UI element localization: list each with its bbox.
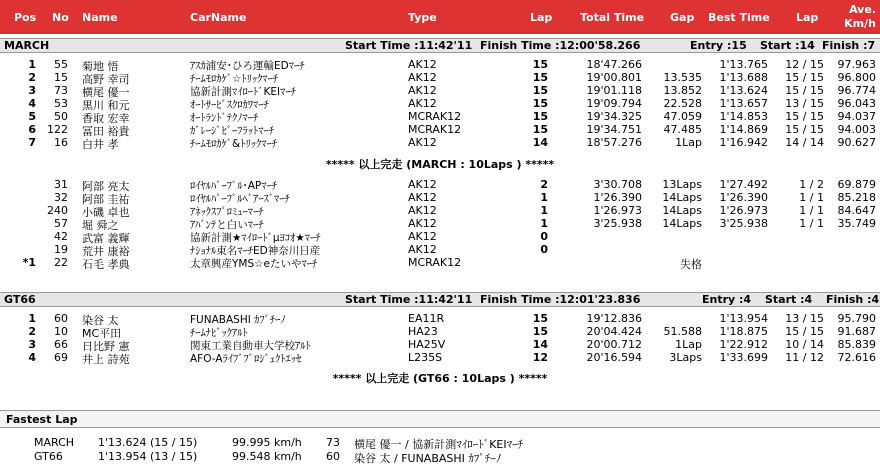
result-row — [0, 191, 880, 204]
number-cell: 73 — [54, 84, 68, 97]
type-cell: AK12 — [408, 217, 437, 230]
laps-cell: 15 — [532, 58, 548, 71]
total-time-cell: 19'00.801 — [586, 71, 642, 84]
number-cell: 122 — [47, 123, 68, 136]
total-time-cell: 20'00.712 — [586, 338, 642, 351]
total-time-cell: 3'30.708 — [593, 178, 642, 191]
laps-cell: 1 — [540, 191, 548, 204]
gap-cell: 22.528 — [663, 97, 702, 110]
fastest-lap-bar — [0, 410, 880, 428]
laps-cell: 15 — [532, 312, 548, 325]
fl-speed: 99.995 km/h — [232, 436, 302, 449]
type-cell: MCRAK12 — [408, 256, 462, 269]
fl-class: MARCH — [34, 436, 75, 449]
best-time-cell: 1'13.954 — [719, 312, 768, 325]
type-cell: AK12 — [408, 204, 437, 217]
gap-cell: 1Lap — [675, 338, 702, 351]
number-cell: 50 — [54, 110, 68, 123]
car-name-cell: AFO-Aﾗｲﾌﾞﾌﾟﾛｼﾞｪｸﾄｴｯｾ — [190, 353, 302, 365]
pos-cell: 7 — [28, 136, 36, 149]
result-row — [0, 325, 880, 338]
class-bar-march — [0, 38, 880, 53]
driver-cell: 阿部 亮太 — [82, 180, 130, 193]
laps-cell: 15 — [532, 325, 548, 338]
fastest-lap-row — [0, 450, 880, 463]
type-cell: AK12 — [408, 178, 437, 191]
result-row — [0, 217, 880, 230]
number-cell: 42 — [54, 230, 68, 243]
gap-cell: 13.535 — [663, 71, 702, 84]
car-name-cell: ﾁｰﾑﾓﾛｶｹﾞ&ﾄﾘｯｸﾏｰﾁ — [190, 138, 277, 150]
driver-cell: 井上 詩苑 — [82, 353, 130, 366]
type-cell: AK12 — [408, 97, 437, 110]
type-cell: AK12 — [408, 84, 437, 97]
number-cell: 57 — [54, 217, 68, 230]
gap-cell: 失格 — [680, 258, 702, 271]
result-row — [0, 351, 880, 364]
avg-speed-cell: 72.616 — [837, 351, 876, 364]
best-lap-cell: 15 / 15 — [785, 325, 824, 338]
fl-driver: 染谷 太 / FUNABASHI ｶﾌﾟﾁｰﾉ — [354, 452, 502, 465]
number-cell: 55 — [54, 58, 68, 71]
pos-cell: 4 — [28, 97, 36, 110]
result-row — [0, 178, 880, 191]
result-row — [0, 71, 880, 84]
pos-cell: 2 — [28, 325, 36, 338]
pos-cell: 5 — [28, 110, 36, 123]
col-no: No — [52, 11, 69, 24]
laps-cell: 15 — [532, 71, 548, 84]
car-name-cell: ｱﾊﾞﾝﾃと白いﾏｰﾁ — [190, 219, 264, 231]
pos-cell: 2 — [28, 71, 36, 84]
number-cell: 60 — [54, 312, 68, 325]
number-cell: 15 — [54, 71, 68, 84]
type-cell: EA11R — [408, 312, 445, 325]
number-cell: 10 — [54, 325, 68, 338]
march-finish-note: ***** 以上完走 (MARCH : 10Laps ) ***** — [325, 158, 555, 171]
car-name-cell: ｵｰﾄﾗﾝﾄﾞﾃｸﾉﾏｰﾁ — [190, 112, 259, 124]
car-name-cell: 協新計測★ﾏｲﾛｰﾄﾞμﾖｺｵ★ﾏｰﾁ — [190, 232, 321, 244]
laps-cell: 14 — [532, 338, 548, 351]
avg-speed-cell: 97.963 — [837, 58, 876, 71]
total-time-cell: 19'12.836 — [586, 312, 642, 325]
col-best-lap: Lap — [796, 11, 819, 24]
gap-cell: 1Lap — [675, 136, 702, 149]
entry-count: Entry :15 — [690, 39, 747, 52]
laps-cell: 14 — [532, 136, 548, 149]
col-ave-line1: Ave. — [849, 3, 876, 16]
best-lap-cell: 1 / 1 — [799, 204, 824, 217]
best-time-cell: 1'16.942 — [719, 136, 768, 149]
driver-cell: 小磯 卓也 — [82, 206, 130, 219]
gap-cell: 47.485 — [663, 123, 702, 136]
result-row — [0, 123, 880, 136]
number-cell: 16 — [54, 136, 68, 149]
avg-speed-cell: 91.687 — [837, 325, 876, 338]
col-best-time: Best Time — [708, 11, 770, 24]
gap-cell: 14Laps — [662, 217, 702, 230]
gap-cell: 13Laps — [662, 178, 702, 191]
finish-time: Finish Time :12:01'23.836 — [480, 293, 641, 306]
start-time: Start Time :11:42'11 — [345, 293, 473, 306]
fl-speed: 99.548 km/h — [232, 450, 302, 463]
type-cell: AK12 — [408, 230, 437, 243]
entry-count: Entry :4 — [702, 293, 752, 306]
number-cell: 240 — [47, 204, 68, 217]
best-lap-cell: 14 / 14 — [785, 136, 824, 149]
pos-cell: *1 — [22, 256, 36, 269]
fl-driver: 横尾 優一 / 協新計測ﾏｲﾛｰﾄﾞKEIﾏｰﾁ — [354, 438, 524, 451]
car-name-cell: ﾛｲﾔﾙﾊﾟｰﾌﾟﾙﾍﾞｱｰｽﾞﾏｰﾁ — [190, 193, 290, 205]
driver-cell: 石毛 孝典 — [82, 258, 130, 271]
best-lap-cell: 12 / 15 — [785, 58, 824, 71]
total-time-cell: 19'34.751 — [586, 123, 642, 136]
result-row — [0, 58, 880, 71]
total-time-cell: 19'01.118 — [586, 84, 642, 97]
col-lap: Lap — [530, 11, 553, 24]
driver-cell: 高野 幸司 — [82, 73, 130, 86]
total-time-cell: 19'09.794 — [586, 97, 642, 110]
type-cell: AK12 — [408, 243, 437, 256]
result-row — [0, 110, 880, 123]
results-header — [0, 0, 880, 34]
laps-cell: 15 — [532, 84, 548, 97]
pos-cell: 1 — [28, 58, 36, 71]
result-row — [0, 338, 880, 351]
car-name-cell: ﾁｰﾑﾓﾛｶｹﾞ☆ﾄﾘｯｸﾏｰﾁ — [190, 73, 279, 85]
col-pos: Pos — [14, 11, 37, 24]
type-cell: AK12 — [408, 58, 437, 71]
number-cell: 22 — [54, 256, 68, 269]
col-carname: CarName — [190, 11, 247, 24]
start-count: Start :4 — [765, 293, 813, 306]
car-name-cell: 太章興産YMS☆eたいやﾏｰﾁ — [190, 258, 318, 270]
number-cell: 32 — [54, 191, 68, 204]
pos-cell: 6 — [28, 123, 36, 136]
fl-number: 73 — [326, 436, 340, 449]
driver-cell: 武富 義輝 — [82, 232, 130, 245]
avg-speed-cell: 35.749 — [837, 217, 876, 230]
driver-cell: 白井 孝 — [82, 138, 119, 151]
laps-cell: 1 — [540, 217, 548, 230]
class-bar-gt66 — [0, 292, 880, 307]
result-row — [0, 312, 880, 325]
best-lap-cell: 15 / 15 — [785, 110, 824, 123]
best-lap-cell: 13 / 15 — [785, 312, 824, 325]
best-time-cell: 1'13.765 — [719, 58, 768, 71]
pos-cell: 4 — [28, 351, 36, 364]
avg-speed-cell: 94.003 — [837, 123, 876, 136]
pos-cell: 1 — [28, 312, 36, 325]
driver-cell: 菊地 悟 — [82, 60, 119, 73]
laps-cell: 15 — [532, 97, 548, 110]
number-cell: 53 — [54, 97, 68, 110]
car-name-cell: ﾛｲﾔﾙﾊﾟｰﾌﾟﾙ･APﾏｰﾁ — [190, 180, 278, 192]
car-name-cell: ｶﾞﾚｰｼﾞﾋﾞｰﾌﾗｯﾄﾏｰﾁ — [190, 125, 274, 137]
fl-time: 1'13.624 (15 / 15) — [98, 436, 198, 449]
start-count: Start :14 — [760, 39, 815, 52]
car-name-cell: ｵｰﾄｻｰﾋﾞｽｸﾛｶﾜﾏｰﾁ — [190, 99, 269, 111]
fastest-lap-title: Fastest Lap — [6, 413, 78, 426]
type-cell: MCRAK12 — [408, 123, 462, 136]
type-cell: AK12 — [408, 191, 437, 204]
gap-cell: 47.059 — [663, 110, 702, 123]
pos-cell: 3 — [28, 84, 36, 97]
type-cell: HA25V — [408, 338, 446, 351]
best-time-cell: 1'26.973 — [719, 204, 768, 217]
finish-time: Finish Time :12:00'58.266 — [480, 39, 641, 52]
driver-cell: MC平田 — [82, 327, 122, 340]
best-time-cell: 1'13.624 — [719, 84, 768, 97]
finish-count: Finish :4 — [826, 293, 880, 306]
type-cell: AK12 — [408, 71, 437, 84]
total-time-cell: 18'57.276 — [586, 136, 642, 149]
avg-speed-cell: 84.647 — [837, 204, 876, 217]
avg-speed-cell: 96.774 — [837, 84, 876, 97]
best-time-cell: 3'25.938 — [719, 217, 768, 230]
best-lap-cell: 11 / 12 — [785, 351, 824, 364]
result-row — [0, 243, 880, 256]
result-row — [0, 256, 880, 269]
number-cell: 69 — [54, 351, 68, 364]
gap-cell: 51.588 — [663, 325, 702, 338]
finish-count: Finish :7 — [822, 39, 876, 52]
driver-cell: 堀 舜之 — [82, 219, 119, 232]
car-name-cell: ﾁｰﾑﾅﾋﾞｯｸｱﾙﾄ — [190, 327, 248, 339]
type-cell: L235S — [408, 351, 443, 364]
car-name-cell: 関東工業自動車大学校ｱﾙﾄ — [190, 340, 311, 352]
driver-cell: 黒川 和元 — [82, 99, 130, 112]
avg-speed-cell: 85.839 — [837, 338, 876, 351]
total-time-cell: 18'47.266 — [586, 58, 642, 71]
avg-speed-cell: 69.879 — [837, 178, 876, 191]
avg-speed-cell: 94.037 — [837, 110, 876, 123]
pos-cell: 3 — [28, 338, 36, 351]
driver-cell: 染谷 太 — [82, 314, 119, 327]
avg-speed-cell: 90.627 — [837, 136, 876, 149]
total-time-cell: 20'04.424 — [586, 325, 642, 338]
car-name-cell: ｱﾈｯｸｽﾌﾟﾛﾐｭｰﾏｰﾁ — [190, 206, 264, 218]
best-lap-cell: 15 / 15 — [785, 71, 824, 84]
col-ave-line2: Km/h — [844, 17, 876, 30]
result-row — [0, 204, 880, 217]
best-time-cell: 1'18.875 — [719, 325, 768, 338]
fl-class: GT66 — [34, 450, 63, 463]
best-lap-cell: 10 / 14 — [785, 338, 824, 351]
laps-cell: 12 — [532, 351, 548, 364]
best-time-cell: 1'13.657 — [719, 97, 768, 110]
best-lap-cell: 1 / 2 — [799, 178, 824, 191]
best-time-cell: 1'33.699 — [719, 351, 768, 364]
car-name-cell: ｱｽｶ浦安･ひろ運輸EDﾏｰﾁ — [190, 60, 305, 72]
gap-cell: 14Laps — [662, 204, 702, 217]
driver-cell: 横尾 優一 — [82, 86, 130, 99]
best-time-cell: 1'26.390 — [719, 191, 768, 204]
class-name: GT66 — [4, 293, 36, 306]
total-time-cell: 3'25.938 — [593, 217, 642, 230]
driver-cell: 荒井 康裕 — [82, 245, 130, 258]
best-lap-cell: 15 / 15 — [785, 84, 824, 97]
number-cell: 31 — [54, 178, 68, 191]
driver-cell: 日比野 憲 — [82, 340, 130, 353]
avg-speed-cell: 96.800 — [837, 71, 876, 84]
laps-cell: 15 — [532, 123, 548, 136]
avg-speed-cell: 96.043 — [837, 97, 876, 110]
car-name-cell: ﾅｼｮﾅﾙ東名ﾏｰﾁED神奈川日産 — [190, 245, 321, 257]
total-time-cell: 20'16.594 — [586, 351, 642, 364]
laps-cell: 0 — [540, 230, 548, 243]
fl-number: 60 — [326, 450, 340, 463]
avg-speed-cell: 95.790 — [837, 312, 876, 325]
result-row — [0, 84, 880, 97]
gap-cell: 14Laps — [662, 191, 702, 204]
best-time-cell: 1'27.492 — [719, 178, 768, 191]
laps-cell: 0 — [540, 243, 548, 256]
total-time-cell: 1'26.973 — [593, 204, 642, 217]
number-cell: 19 — [54, 243, 68, 256]
laps-cell: 2 — [540, 178, 548, 191]
fl-time: 1'13.954 (13 / 15) — [98, 450, 198, 463]
type-cell: HA23 — [408, 325, 438, 338]
number-cell: 66 — [54, 338, 68, 351]
gap-cell: 3Laps — [669, 351, 702, 364]
col-name: Name — [82, 11, 118, 24]
start-time: Start Time :11:42'11 — [345, 39, 473, 52]
best-time-cell: 1'13.688 — [719, 71, 768, 84]
best-time-cell: 1'14.853 — [719, 110, 768, 123]
total-time-cell: 19'34.325 — [586, 110, 642, 123]
result-row — [0, 230, 880, 243]
result-row — [0, 97, 880, 110]
best-lap-cell: 15 / 15 — [785, 123, 824, 136]
gt66-finish-note: ***** 以上完走 (GT66 : 10Laps ) ***** — [332, 372, 548, 385]
best-lap-cell: 1 / 1 — [799, 217, 824, 230]
gap-cell: 13.852 — [663, 84, 702, 97]
best-time-cell: 1'14.869 — [719, 123, 768, 136]
driver-cell: 阿部 圭祐 — [82, 193, 130, 206]
total-time-cell: 1'26.390 — [593, 191, 642, 204]
fastest-lap-row — [0, 436, 880, 449]
class-name: MARCH — [4, 39, 50, 52]
result-row — [0, 136, 880, 149]
best-lap-cell: 1 / 1 — [799, 191, 824, 204]
col-ave — [840, 3, 876, 31]
laps-cell: 1 — [540, 204, 548, 217]
best-lap-cell: 13 / 15 — [785, 97, 824, 110]
driver-cell: 香取 宏幸 — [82, 112, 130, 125]
col-total-time: Total Time — [580, 11, 645, 24]
best-time-cell: 1'22.912 — [719, 338, 768, 351]
avg-speed-cell: 85.218 — [837, 191, 876, 204]
car-name-cell: FUNABASHI ｶﾌﾟﾁｰﾉ — [190, 314, 286, 326]
col-type: Type — [408, 11, 437, 24]
type-cell: MCRAK12 — [408, 110, 462, 123]
col-gap: Gap — [670, 11, 695, 24]
laps-cell: 15 — [532, 110, 548, 123]
car-name-cell: 協新計測ﾏｲﾛｰﾄﾞKEIﾏｰﾁ — [190, 86, 296, 98]
driver-cell: 冨田 裕貴 — [82, 125, 130, 138]
type-cell: AK12 — [408, 136, 437, 149]
